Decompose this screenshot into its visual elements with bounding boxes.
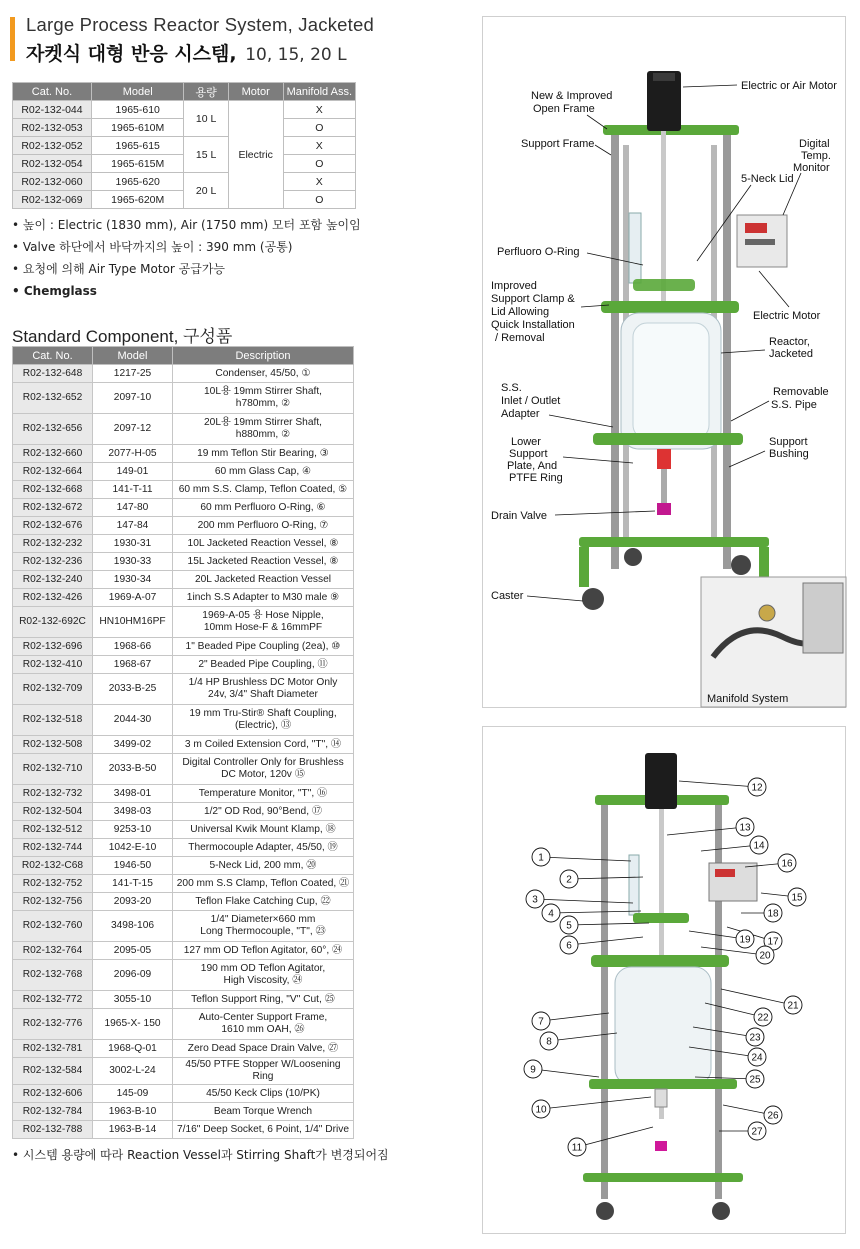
cell-volume: 20 L [184,173,228,209]
lid-clamp [633,279,695,291]
cell-desc: 1/2" OD Rod, 90°Bend, ⑰ [173,803,354,821]
frame-post-left [611,129,619,569]
page-title-kr [26,39,430,66]
cell-model: 1946-50 [93,857,173,875]
cell-cat: R02-132-732 [13,785,93,803]
cell-desc: 200 mm Perfluoro O-Ring, ⑦ [173,517,354,535]
cell-model: 1930-31 [93,535,173,553]
label-lower-3: Plate, And [507,460,558,472]
callout-number: 23 [749,1032,761,1044]
cell-desc: 60 mm Glass Cap, ④ [173,463,354,481]
label-lower-1: Lower [511,436,541,448]
callout-number: 9 [530,1064,536,1076]
model-table [12,82,356,209]
note-item: • 요청에 의해 Air Type Motor 공급가능 [12,262,226,276]
cell-cat: R02-132-069 [13,191,92,209]
label-digital-2: Temp. [801,150,831,162]
callout-number: 26 [767,1110,779,1122]
table-row [13,499,354,517]
footnote: • 시스템 용량에 따라 Reaction Vessel과 Stirring Shaft가 변경되어짐 [12,1148,389,1162]
table-row [13,607,354,638]
cell-model: 1965-615M [91,155,184,173]
reactor-numbered-illustration [483,727,847,1235]
callout-number: 7 [538,1016,544,1028]
table-row [13,1009,354,1040]
cell-desc: 1/4 HP Brushless DC Motor Only 24v, 3/4" Shaft Diameter [173,674,354,705]
cell-cat: R02-132-709 [13,674,93,705]
label-clamp-3: Lid Allowing [491,306,550,318]
note-text: 요청에 의해 Air Type Motor 공급가능 [22,262,226,276]
label-frame-1: New & Improved [531,90,613,102]
table-row [13,754,354,785]
cell-cat: R02-132-696 [13,638,93,656]
cell-desc: 2" Beaded Pipe Coupling, ⑪ [173,656,354,674]
callout-number: 27 [751,1126,763,1138]
table-row [13,893,354,911]
col-manifold: Manifold Ass. [283,83,355,101]
table-row [13,911,354,942]
table-row [13,1121,354,1139]
table-row [13,137,356,155]
cell-model: 2097-12 [93,414,173,445]
cell-desc: Condenser, 45/50, ① [173,365,354,383]
note-item: • Valve 하단에서 바닥까지의 높이 : 390 mm (공통) [12,240,293,254]
cell-cat: R02-132-053 [13,119,92,137]
cell-model: 3498-03 [93,803,173,821]
page-title-sizes: 10, 15, 20 L [245,45,347,65]
footnote-text: 시스템 용량에 따라 Reaction Vessel과 Stirring Shaft가 변경되어짐 [22,1148,389,1162]
cell-cat: R02-132-756 [13,893,93,911]
cell-desc: 1969-A-05 용 Hose Nipple, 10mm Hose-F & 16mmPF [173,607,354,638]
table-row [13,589,354,607]
cell-cat: R02-132-648 [13,365,93,383]
cell-model: 3002-L-24 [93,1058,173,1085]
cell-model: HN10HM16PF [93,607,173,638]
model-table-header [13,83,356,101]
drain-valve [657,503,671,515]
label-caster: Caster [491,590,524,602]
col-motor: Motor [228,83,283,101]
title-block [10,14,430,66]
page-title-kr-text: 자켓식 대형 반응 시스템, [26,43,237,65]
lower-support-plate [593,433,743,445]
cell-model: 9253-10 [93,821,173,839]
label-clamp-1: Improved [491,280,537,292]
table-row [13,1040,354,1058]
cell-model: 2077-H-05 [93,445,173,463]
caster-wheel [582,588,604,610]
cell-cat: R02-132-672 [13,499,93,517]
cell-model: 3499-02 [93,736,173,754]
cell-cat: R02-132-664 [13,463,93,481]
callout-number: 11 [571,1142,583,1154]
cell-manifold: X [283,101,355,119]
cell-cat: R02-132-C68 [13,857,93,875]
cell-desc: 3 m Coiled Extension Cord, "T", ⑭ [173,736,354,754]
cell-desc: 60 mm Perfluoro O-Ring, ⑥ [173,499,354,517]
label-pipe-2: S.S. Pipe [771,399,817,411]
reactor-illustration [483,17,847,709]
cell-cat: R02-132-710 [13,754,93,785]
cell-model: 3498-106 [93,911,173,942]
cell-cat: R02-132-606 [13,1085,93,1103]
callout-number: 2 [566,874,572,886]
drain-valve-body [657,449,671,469]
table-row [13,705,354,736]
cell-cat: R02-132-236 [13,553,93,571]
label-motor: Electric or Air Motor [741,80,837,92]
table-row [13,674,354,705]
col-model: Model [93,347,173,365]
table-row [13,1103,354,1121]
callout-number: 4 [548,908,554,920]
cell-desc: 1inch S.S Adapter to M30 male ⑨ [173,589,354,607]
label-drain-valve: Drain Valve [491,510,548,522]
table-row [13,960,354,991]
table-row [13,173,356,191]
table-row [13,571,354,589]
cell-desc: 10L Jacketed Reaction Vessel, ⑧ [173,535,354,553]
cell-volume: 15 L [184,137,228,173]
callout-number: 1 [538,852,544,864]
table-row [13,736,354,754]
reactor-photo-labeled [482,16,846,708]
cell-cat: R02-132-410 [13,656,93,674]
cell-cat: R02-132-044 [13,101,92,119]
cell-model: 2033-B-50 [93,754,173,785]
cell-desc: 127 mm OD Teflon Agitator, 60°, ㉔ [173,942,354,960]
col-cat-no: Cat. No. [13,83,92,101]
callout-number: 14 [753,840,765,852]
callout-number: 16 [781,858,793,870]
cell-manifold: O [283,191,355,209]
label-clamp-5: / Removal [495,332,545,344]
cell-cat: R02-132-508 [13,736,93,754]
cell-model: 147-80 [93,499,173,517]
col-volume: 용량 [184,83,228,101]
cell-model: 1963-B-10 [93,1103,173,1121]
cell-model: 1042-E-10 [93,839,173,857]
cell-model: 1965-610M [91,119,184,137]
callout-number: 15 [791,892,803,904]
cell-model: 2096-09 [93,960,173,991]
condenser [629,213,641,283]
label-lid: 5-Neck Lid [741,173,794,185]
table-row [13,857,354,875]
cell-cat: R02-132-752 [13,875,93,893]
cell-cat: R02-132-512 [13,821,93,839]
callout-number: 22 [757,1012,769,1024]
label-lower-4: PTFE Ring [509,472,563,484]
callout-number: 8 [546,1036,552,1048]
table-row [13,785,354,803]
table-row [13,942,354,960]
page-title-en: Large Process Reactor System, Jacketed [26,14,374,35]
callout-number: 18 [767,908,779,920]
cell-cat: R02-132-652 [13,383,93,414]
table-row [13,481,354,499]
cell-model: 149-01 [93,463,173,481]
cell-desc: Temperature Monitor, "T", ⑯ [173,785,354,803]
table-row [13,535,354,553]
cell-model: 1965-615 [91,137,184,155]
cell-desc: 7/16" Deep Socket, 6 Point, 1/4" Drive [173,1121,354,1139]
cell-desc: 5-Neck Lid, 200 mm, ⑳ [173,857,354,875]
cell-cat: R02-132-660 [13,445,93,463]
label-ss-1: S.S. [501,382,522,394]
cell-model: 1968-Q-01 [93,1040,173,1058]
cell-model: 1965-620 [91,173,184,191]
spec-notes [12,214,432,302]
cell-desc: 1/4" Diameter×660 mm Long Thermocouple, "T", ㉓ [173,911,354,942]
cell-desc: 190 mm OD Teflon Agitator, High Viscosity, ㉔ [173,960,354,991]
col-model: Model [91,83,184,101]
callout-number: 19 [739,934,751,946]
motor [645,753,677,809]
cell-model: 1968-66 [93,638,173,656]
label-clamp-4: Quick Installation [491,319,575,331]
label-manifold: Manifold System [707,693,789,705]
component-table [12,346,354,1139]
cell-cat: R02-132-788 [13,1121,93,1139]
cell-motor: Electric [228,101,283,209]
cell-model: 1930-34 [93,571,173,589]
callout-number: 25 [749,1074,761,1086]
cell-desc: Digital Controller Only for Brushless DC Motor, 120v ⑮ [173,754,354,785]
table-row [13,463,354,481]
cell-desc: 10L용 19mm Stirrer Shaft, h780mm, ② [173,383,354,414]
cell-model: 1965-610 [91,101,184,119]
standard-component-title: Standard Component, 구성품 [12,327,233,346]
label-digital-3: Monitor [793,162,830,174]
cell-cat: R02-132-776 [13,1009,93,1040]
callout-number: 24 [751,1052,763,1064]
cell-cat: R02-132-518 [13,705,93,736]
cell-manifold: X [283,173,355,191]
cell-model: 1969-A-07 [93,589,173,607]
title-accent-bar [10,17,15,61]
label-frame-2: Open Frame [533,103,595,115]
cell-desc: 19 mm Tru-Stir® Shaft Coupling, (Electric), ⑬ [173,705,354,736]
table-row [13,821,354,839]
table-row [13,365,354,383]
cell-model: 1965-X- 150 [93,1009,173,1040]
label-lower-2: Support [509,448,548,460]
cell-desc: 15L Jacketed Reaction Vessel, ⑧ [173,553,354,571]
cell-desc: Thermocouple Adapter, 45/50, ⑲ [173,839,354,857]
callout-number: 13 [739,822,751,834]
reactor-photo-numbered [482,726,846,1234]
support-clamp [601,301,739,313]
label-clamp-2: Support Clamp & [491,293,575,305]
note-item: • Chemglass [12,284,97,298]
cell-cat: R02-132-232 [13,535,93,553]
callout-number: 21 [787,1000,799,1012]
cell-desc: Universal Kwik Mount Klamp, ⑱ [173,821,354,839]
cell-manifold: O [283,119,355,137]
cell-cat: R02-132-240 [13,571,93,589]
cell-model: 1963-B-14 [93,1121,173,1139]
label-electric-motor: Electric Motor [753,310,821,322]
cell-desc: 60 mm S.S. Clamp, Teflon Coated, ⑤ [173,481,354,499]
cell-model: 2033-B-25 [93,674,173,705]
table-row [13,638,354,656]
table-row [13,101,356,119]
cell-cat: R02-132-764 [13,942,93,960]
cell-model: 2097-10 [93,383,173,414]
callout-number: 17 [767,936,779,948]
label-support-frame: Support Frame [521,138,595,150]
label-reactor-2: Jacketed [769,348,814,360]
cell-cat: R02-132-676 [13,517,93,535]
cell-cat: R02-132-772 [13,991,93,1009]
table-row [13,656,354,674]
cell-cat: R02-132-781 [13,1040,93,1058]
cell-cat: R02-132-584 [13,1058,93,1085]
cell-cat: R02-132-744 [13,839,93,857]
label-ss-2: Inlet / Outlet [501,395,561,407]
cell-cat: R02-132-504 [13,803,93,821]
table-row [13,445,354,463]
cell-model: 141-T-15 [93,875,173,893]
table-row [13,1058,354,1085]
label-bushing-2: Bushing [769,448,809,460]
table-row [13,991,354,1009]
cell-model: 1930-33 [93,553,173,571]
cell-model: 1965-620M [91,191,184,209]
cell-desc: Auto-Center Support Frame, 1610 mm OAH, ㉖ [173,1009,354,1040]
label-bushing-1: Support [769,436,808,448]
cell-model: 2093-20 [93,893,173,911]
cell-model: 145-09 [93,1085,173,1103]
label-pipe-1: Removable [773,386,829,398]
cell-desc: 45/50 Keck Clips (10/PK) [173,1085,354,1103]
cell-cat: R02-132-692C [13,607,93,638]
table-row [13,1085,354,1103]
cell-model: 2044-30 [93,705,173,736]
callout-number: 10 [535,1104,547,1116]
cell-volume: 10 L [184,101,228,137]
cell-cat: R02-132-060 [13,173,92,191]
note-text: Chemglass [23,284,97,298]
cell-desc: 19 mm Teflon Stir Bearing, ③ [173,445,354,463]
cell-model: 1968-67 [93,656,173,674]
cell-cat: R02-132-768 [13,960,93,991]
cell-cat: R02-132-054 [13,155,92,173]
table-row [13,383,354,414]
cell-cat: R02-132-426 [13,589,93,607]
cell-cat: R02-132-052 [13,137,92,155]
cell-desc: Beam Torque Wrench [173,1103,354,1121]
cell-desc: 1" Beaded Pipe Coupling (2ea), ⑩ [173,638,354,656]
col-cat-no: Cat. No. [13,347,93,365]
cell-model: 3498-01 [93,785,173,803]
base-frame [579,537,769,547]
callout-number: 5 [566,920,572,932]
cell-model: 1217-25 [93,365,173,383]
cell-manifold: O [283,155,355,173]
cell-desc: 20L Jacketed Reaction Vessel [173,571,354,589]
callout-number: 3 [532,894,538,906]
label-oring: Perfluoro O-Ring [497,246,580,258]
callout-number: 6 [566,940,572,952]
cell-cat: R02-132-656 [13,414,93,445]
label-ss-3: Adapter [501,408,540,420]
table-row [13,875,354,893]
cell-desc: Teflon Flake Catching Cup, ㉒ [173,893,354,911]
label-reactor-1: Reactor, [769,336,810,348]
note-text: Valve 하단에서 바닥까지의 높이 : 390 mm (공통) [22,240,293,254]
cell-model: 3055-10 [93,991,173,1009]
note-item: • 높이 : Electric (1830 mm), Air (1750 mm) 모터 포함 높이임 [12,218,361,232]
frame-post-right [723,129,731,569]
cell-cat: R02-132-668 [13,481,93,499]
cell-desc: Zero Dead Space Drain Valve, ㉗ [173,1040,354,1058]
cell-model: 2095-05 [93,942,173,960]
cell-cat: R02-132-784 [13,1103,93,1121]
table-row [13,414,354,445]
cell-manifold: X [283,137,355,155]
cell-desc: Teflon Support Ring, "V" Cut, ㉕ [173,991,354,1009]
cell-desc: 45/50 PTFE Stopper W/Loosening Ring [173,1058,354,1085]
cell-desc: 20L용 19mm Stirrer Shaft, h880mm, ② [173,414,354,445]
table-row [13,553,354,571]
cell-desc: 200 mm S.S Clamp, Teflon Coated, ㉑ [173,875,354,893]
callout-number: 20 [759,950,771,962]
table-row [13,839,354,857]
callout-number: 12 [751,782,763,794]
table-row [13,803,354,821]
note-text: 높이 : Electric (1830 mm), Air (1750 mm) 모터 포함 높이임 [22,218,361,232]
cell-cat: R02-132-760 [13,911,93,942]
cell-model: 141-T-11 [93,481,173,499]
component-table-header [13,347,354,365]
cell-model: 147-84 [93,517,173,535]
col-description: Description [173,347,354,365]
table-row [13,517,354,535]
label-digital-1: Digital [799,138,830,150]
